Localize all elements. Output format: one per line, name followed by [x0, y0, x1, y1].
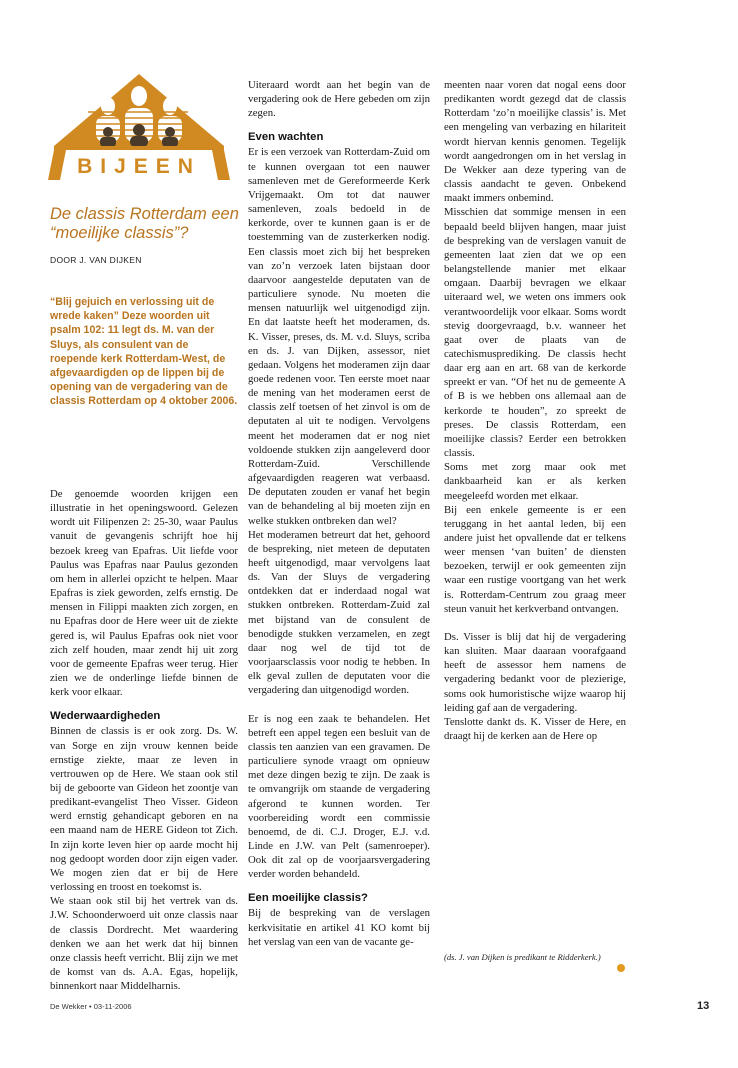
paragraph: meenten naar voren dat nogal eens door predikanten wordt gezegd dat de classis Rotterdam ‘zo’n moeilijke classis’ is. Met een mengeling van verbazing en hilariteit wordt hiervan kennis genomen. Tegelijk wordt aangedrongen om in het verslag in De Wekker aan deze typering van de classis aandacht te geven. Onbekend maakt immers onbemind. — [444, 79, 626, 205]
page-number: 13 — [697, 1000, 710, 1012]
paragraph: De genoemde woorden krijgen een illustratie in het openingswoord. Gelezen wordt uit Filipenzen 2: 25-30, waar Paulus vanuit de gevangenis schrijft hoe hij bezoek kreeg van Epafras. Uit liefde voor Paulus was Epafras naar Paulus gezonden om hem in allerlei opzicht te helpen. Maar Epafras is ziek geworden, zelfs ernstig. De mensen in Filippi maakten zich zorgen, en nu Epafras door de Here weer uit de ziekte gered is, wil Paulus Epafras ook niet voor zich zelf houden, maar zendt hij uit zorg voor de gemeente Epafras weer terug. Hier zien we de onderlinge liefde binnen de kerk voor elkaar. — [50, 488, 238, 699]
paragraph: Er is een verzoek van Rotterdam-Zuid om te kunnen overgaan tot een nauwer samenleven met de Gereformeerde Kerk Vrijgemaakt. Om tot dat nauwer samenleven, zoals bedoeld in de kerkorde, over te kunnen gaan is er de toestemming van de zusterkerken nodig. Een classis moet zich bij het bespreken van zo’n verzoek laten bijstaan door daarvoor aangestelde deputaten van de particuliere synode. Nu moeten die mensen natuurlijk wel uitgenodigd zijn. En dat laatste heeft het moderamen, ds. K. Visser, preses, ds. M. v.d. Sluys, scriba en ds. J. van Dijken, assessor, niet gedaan. Volgens het moderamen zijn daar goede redenen voor. Ten eerste moet naar de mening van het moderamen eerst de classis zelf toetsen of het zinvol is om de deputaten al uit te nodigen. Vervolgens meent het moderamen dat er nog niet voldoende stukken zijn aangeleverd door Rotterdam-Zuid. Verschillende afgevaardigden reageren wat verbaasd. De deputaten zouden er vanaf het begin van de behandeling al bij moeten zijn en welke stukken ontbreken dan wel? — [248, 146, 430, 527]
paragraph: Bij de bespreking van de verslagen kerkvisitatie en artikel 41 KO komt bij het verslag van een van de vacante ge- — [248, 907, 430, 948]
paragraph: Misschien dat sommige mensen in een bepaald beeld blijven hangen, maar juist de bespreking van de verslagen vanuit de gemeenten laat zien dat we op een belangstellende manier met elkaar omgaan. Daarbij bevragen we elkaar uiteraard wel, we weten ons immers ook verantwoordelijk voor elkaar. Soms wordt stevig doorgevraagd, b.v. wanneer het gaat over de plaats van de catechismusprediking. De classis hecht daar erg aan en art. 68 van de kerkorde spreekt er van. “Of het nu de gemeente A of B is we hebben ons allemaal aan de kerkorde te houden”, zo spreekt de preses. De classis Rotterdam, een moeilijke classis? Eerder een betrokken classis. — [444, 206, 626, 460]
paragraph: We staan ook stil bij het vertrek van ds. J.W. Schoonderwoerd uit onze classis naar de classis Dordrecht. Met waardering denken we aan het werk dat hij binnen onze classis heeft verricht. Blij zijn we met de komst van ds. A.A. Egas, hopelijk, binnenkort naar Middelharnis. — [50, 895, 238, 993]
end-mark-icon — [617, 964, 625, 972]
paragraph: Bij een enkele gemeente is er een teruggang in het aantal leden, bij een andere juist het opvallende dat er telkens weer mensen ‘van buiten’ de diensten bezoeken, terwijl er ook gemeenten zijn waar een rustige voortgang van het werk is. Rotterdam-Centrum zou graag meer steun vanuit het kerkverband ontvangen. — [444, 503, 626, 615]
paragraph: Er is nog een zaak te behandelen. Het betreft een appel tegen een besluit van de classis ten aanzien van een gravamen. De particuliere synode vraagt om opnieuw met deze dingen bezig te zijn. De zaak is te omvangrijk om staande de vergadering afgerond te kunnen worden. Ter voorbereiding wordt een commissie benoemd, de di. C.J. Droger, E.J. v.d. Linde en J.W. van Pelt (samenroeper). Ook dit zal op de voorjaarsvergadering verder worden behandeld. — [248, 712, 430, 881]
paragraph: Binnen de classis is er ook zorg. Ds. W. van Sorge en zijn vrouw kennen beide ernstige ziekte, maar ze leven in vertrouwen op de Here. We staan ook stil bij de geboorte van Gideon het zoontje van predikant-evangelist Theo Visser. Gideon werd ernstig gehandicapt geboren en na een maand nam de HERE Gideon tot Zich. In zijn korte leven hier op aarde mocht hij nog gedoopt worden door zijn eigen vader. We mogen zien dat er bij de Here verlossing en troost en toekomst is. — [50, 725, 238, 894]
author-note: (ds. J. van Dijken is predikant te Ridderkerk.) — [444, 952, 601, 962]
column-1 — [50, 487, 238, 993]
logo-text: BIJEEN — [77, 155, 201, 178]
paragraph: Het moderamen betreurt dat het, gehoord de bespreking, niet meteen de deputaten heeft uitgenodigd, maar vervolgens laat ds. Van der Sluys de vergadering ontdekken dat er inderdaad nogal wat stukken ontbreken. Rotterdam-Zuid zal met bijstand van de consulent de benodigde stukken verzamelen, en zegt daar nog wel de tijd tot de voorjaarsclassis voor nodig te hebben. In elk geval zullen de deputaten voor die vergadering dan uitgenodigd worden. — [248, 528, 430, 697]
article-lead: “Blij gejuich en verlossing uit de wrede kaken” Deze woorden uit psalm 102: 11 legt ds. M. van der Sluys, als consulent van de roepende kerk Rotterdam-West, de afgevaardigden op de lippen bij de opening van de vergadering van de classis Rotterdam op 4 oktober 2006. — [50, 296, 238, 408]
section-heading: Even wachten — [248, 131, 324, 144]
column-3 — [444, 78, 626, 743]
bijeen-logo — [48, 72, 230, 184]
section-heading: Wederwaardigheden — [50, 710, 161, 723]
footer-publication: De Wekker • 03-11-2006 — [50, 1002, 132, 1011]
article-title: De classis Rotterdam een “moeilijke classis”? — [50, 205, 239, 242]
paragraph: Soms met zorg maar ook met dankbaarheid kan er als kerken meegeleefd worden met elkaar. — [444, 461, 626, 502]
paragraph: Uiteraard wordt aan het begin van de vergadering ook de Here gebeden om zijn zegen. — [248, 79, 430, 120]
article-byline: DOOR J. VAN DIJKEN — [50, 255, 142, 265]
paragraph: Ds. Visser is blij dat hij de vergadering kan sluiten. Maar daaraan voorafgaand heeft de assessor hem namens de vergadering bedankt voor de plezierige, soms ook humoristische wijze waarop hij leiding gaf aan de vergadering. — [444, 630, 626, 714]
paragraph: Tenslotte dankt ds. K. Visser de Here, en draagt hij de kerken aan de Here op — [444, 715, 626, 743]
section-heading: Een moeilijke classis? — [248, 892, 368, 905]
column-2 — [248, 78, 430, 949]
